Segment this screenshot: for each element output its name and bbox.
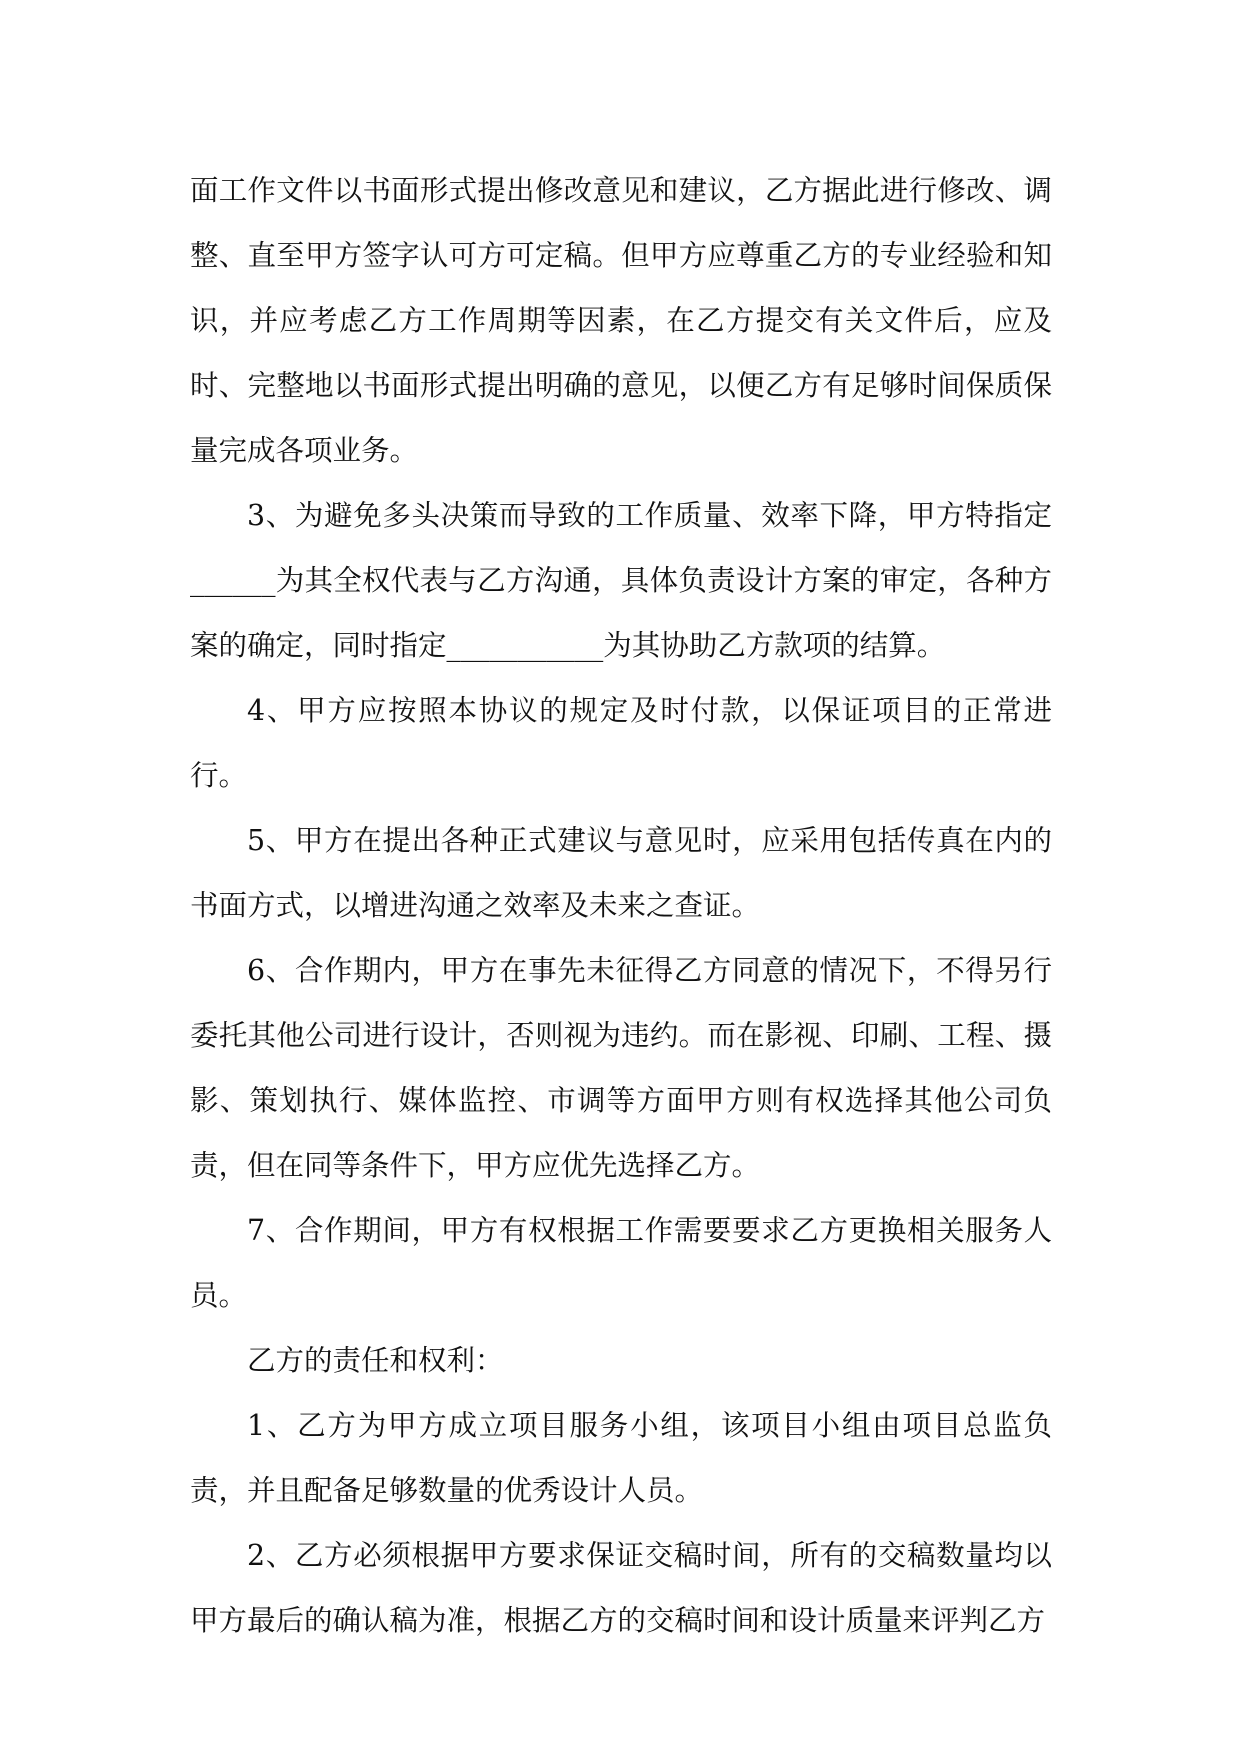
document-body <box>190 158 1052 1653</box>
paragraph-continuation: 面工作文件以书面形式提出修改意见和建议，乙方据此进行修改、调整、直至甲方签字认可方可定稿。但甲方应尊重乙方的专业经验和知识，并应考虑乙方工作周期等因素，在乙方提交有关文件后，应及时、完整地以书面形式提出明确的意见，以便乙方有足够时间保质保量完成各项业务。 <box>190 174 1052 467</box>
paragraph-party-b-clause-2: 2、乙方必须根据甲方要求保证交稿时间，所有的交稿数量均以甲方最后的确认稿为准，根据乙方的交稿时间和设计质量来评判乙方 <box>190 1539 1052 1637</box>
section-heading-party-b: 乙方的责任和权利： <box>247 1344 504 1377</box>
paragraph-clause-6: 6、合作期内，甲方在事先未征得乙方同意的情况下，不得另行委托其他公司进行设计，否则视为违约。而在影视、印刷、工程、摄影、策划执行、媒体监控、市调等方面甲方则有权选择其他公司负责，但在同等条件下，甲方应优先选择乙方。 <box>190 954 1052 1182</box>
paragraph-clause-3: 3、为避免多头决策而导致的工作质量、效率下降，甲方特指定______为其全权代表与乙方沟通，具体负责设计方案的审定，各种方案的确定，同时指定___________为其协助乙方款项的结算。 <box>190 499 1052 662</box>
paragraph-party-b-clause-1: 1、乙方为甲方成立项目服务小组，该项目小组由项目总监负责，并且配备足够数量的优秀设计人员。 <box>190 1409 1052 1507</box>
paragraph-clause-4: 4、甲方应按照本协议的规定及时付款，以保证项目的正常进行。 <box>190 694 1052 792</box>
paragraph-clause-5: 5、甲方在提出各种正式建议与意见时，应采用包括传真在内的书面方式，以增进沟通之效率及未来之查证。 <box>190 824 1052 922</box>
paragraph-clause-7: 7、合作期间，甲方有权根据工作需要要求乙方更换相关服务人员。 <box>190 1214 1052 1312</box>
